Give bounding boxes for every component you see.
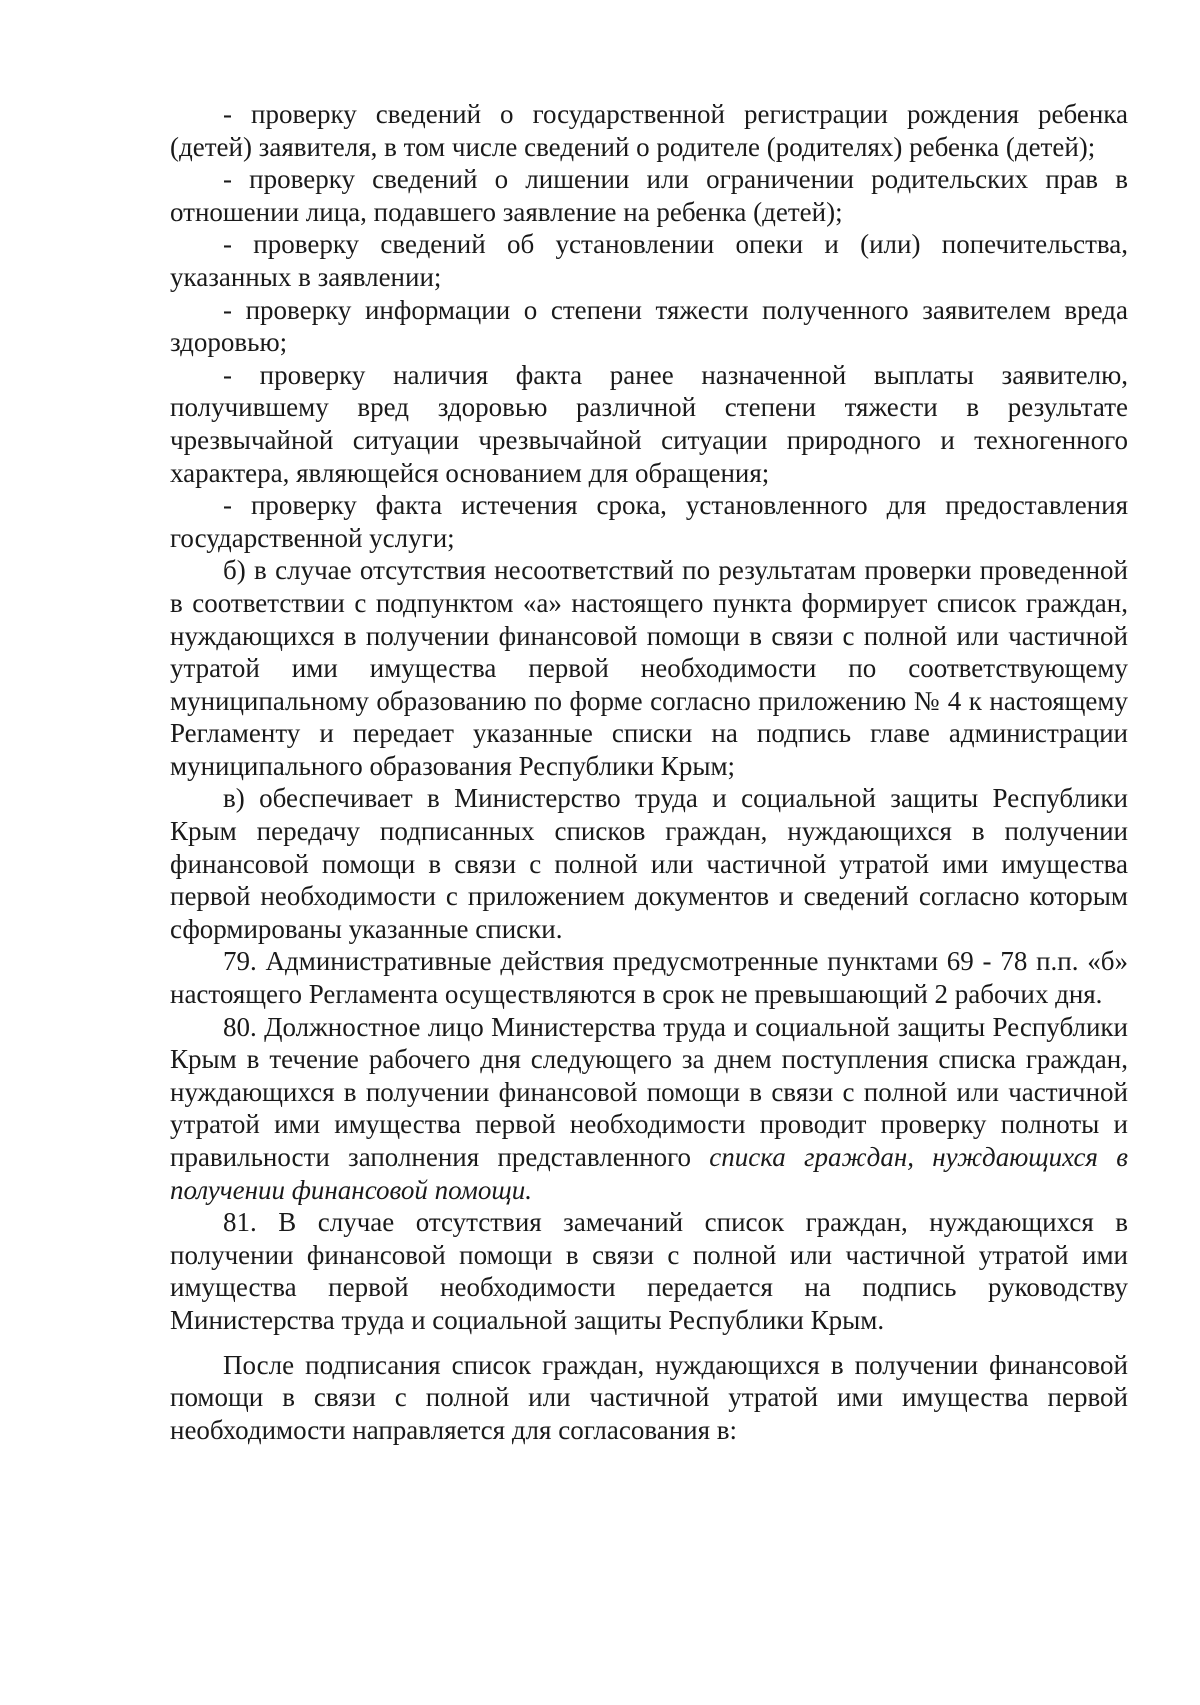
paragraph-p5: - проверку наличия факта ранее назначенной выплаты заявителю, получившему вред здоровью различной степени тяжести в результате чрезвычайной ситуации чрезвычайной ситуации природного и техногенного характера, являющейся основанием для обращения; bbox=[170, 359, 1128, 488]
paragraph-p6: - проверку факта истечения срока, установленного для предоставления государственной услуги; bbox=[170, 490, 1128, 553]
paragraph-p2: - проверку сведений о лишении или ограничении родительских прав в отношении лица, подавшего заявление на ребенка (детей); bbox=[170, 164, 1128, 227]
paragraph-p1: - проверку сведений о государственной регистрации рождения ребенка (детей) заявителя, в том числе сведений о родителе (родителях) ребенка (детей); bbox=[170, 99, 1128, 162]
paragraph-p9: 79. Административные действия предусмотренные пунктами 69 - 78 п.п. «б» настоящего Регламента осуществляются в срок не превышающий 2 рабочих дня. bbox=[170, 946, 1128, 1010]
paragraph-p10-main: 80. Должностное лицо Министерства труда и социальной защиты Республики Крым в течение рабочего дня следующего за днем поступления списка граждан, нуждающихся в получении финансовой помощи в связи с полной или частичной утратой ими имущества первой необходимости проводит проверку полноты и правильности заполнения представленного bbox=[170, 1011, 1128, 1172]
paragraph-p10-italic: списка граждан, нуждающихся в получении финансовой помощи. bbox=[170, 1142, 1128, 1205]
paragraph-p3: - проверку сведений об установлении опеки и (или) попечительства, указанных в заявлении; bbox=[170, 229, 1128, 292]
paragraph-p12: После подписания список граждан, нуждающихся в получении финансовой помощи в связи с полной или частичной утратой ими имущества первой необходимости направляется для согласования в: bbox=[170, 1349, 1128, 1445]
paragraph-p7: б) в случае отсутствия несоответствий по результатам проверки проведенной в соответствии с подпунктом «а» настоящего пункта формирует список граждан, нуждающихся в получении финансовой помощи в связи с полной или частичной утратой ими имущества первой необходимости по соответствующему муниципальному образованию по форме согласно приложению № 4 к настоящему Регламенту и передает указанные списки на подпись главе администрации муниципального образования Республики Крым; bbox=[170, 555, 1128, 781]
document-body bbox=[170, 98, 1128, 1446]
paragraph-p11: 81. В случае отсутствия замечаний список граждан, нуждающихся в получении финансовой помощи в связи с полной или частичной утратой ими имущества первой необходимости передается на подпись руководству Министерства труда и социальной защиты Республики Крым. bbox=[170, 1207, 1128, 1335]
paragraph-p4: - проверку информации о степени тяжести полученного заявителем вреда здоровью; bbox=[170, 294, 1128, 358]
paragraph-p8: в) обеспечивает в Министерство труда и социальной защиты Республики Крым передачу подписанных списков граждан, нуждающихся в получении финансовой помощи в связи с полной или частичной утратой ими имущества первой необходимости с приложением документов и сведений согласно которым сформированы указанные списки. bbox=[170, 783, 1128, 944]
paragraph-p10 bbox=[170, 1011, 1128, 1207]
